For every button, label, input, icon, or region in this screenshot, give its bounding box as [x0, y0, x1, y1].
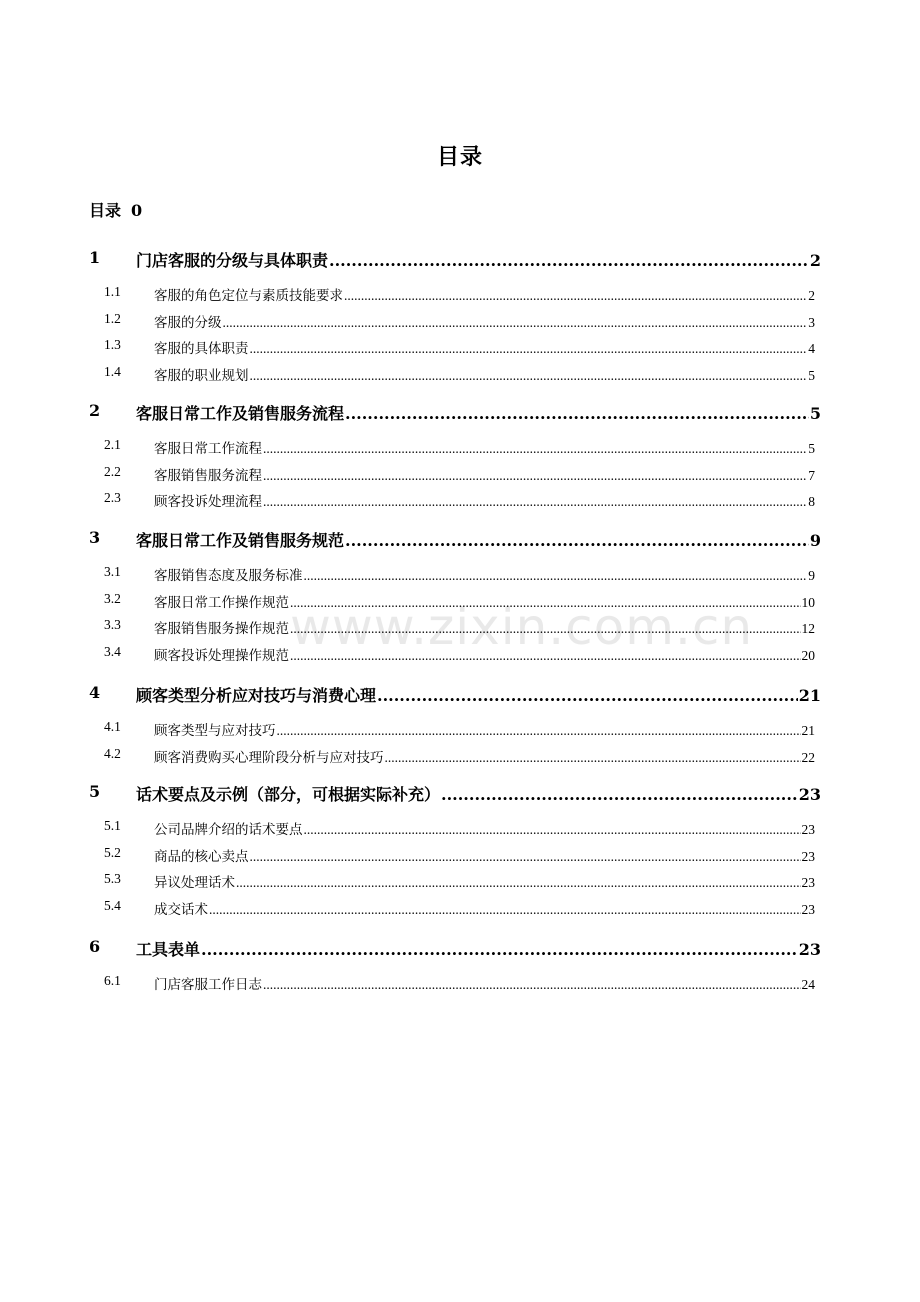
toc-section-number: 1: [89, 248, 101, 267]
toc-subsection-title: 客服销售态度及服务标准: [154, 568, 303, 584]
toc-subsection-page: 8: [808, 494, 815, 509]
toc-heading-label: 目录: [89, 201, 122, 220]
toc-subsection-number: 4.1: [104, 719, 121, 734]
toc-subsection-title: 公司品牌介绍的话术要点: [154, 822, 303, 838]
toc-subsection-number: 5.2: [104, 844, 121, 860]
toc-section-title: 话术要点及示例（部分，可根据实际补充）: [136, 785, 441, 804]
toc-subsection-title: 客服销售服务操作规范: [154, 621, 289, 637]
toc-section-title: 门店客服的分级与具体职责: [136, 251, 329, 270]
toc-subsection-title: 客服的具体职责: [154, 341, 249, 357]
toc-section-number: 3: [89, 528, 101, 547]
dot-leader: [345, 531, 809, 550]
toc-section-page: 5: [809, 404, 821, 423]
toc-subsection-number: 1.1: [104, 284, 121, 299]
dot-leader: [377, 686, 798, 705]
toc-subsection-title: 门店客服工作日志: [154, 977, 262, 993]
toc-section-page: 9: [809, 531, 821, 550]
toc-subsection-title: 顾客消费购买心理阶段分析与应对技巧: [154, 749, 384, 766]
toc-subsection-number: 4.2: [104, 745, 121, 761]
dot-leader: [304, 568, 808, 584]
toc-subsection-title: 顾客投诉处理流程: [154, 494, 262, 510]
toc-heading: [89, 198, 142, 221]
toc-subsection-number: 5.4: [104, 897, 121, 913]
toc-subsection-page: 4: [808, 341, 815, 356]
toc-subsection-number: 2.3: [104, 490, 121, 505]
toc-section-page: 23: [798, 785, 821, 804]
toc-subsection-number: 6.1: [104, 973, 121, 988]
toc-subsection-number: 1.3: [104, 337, 121, 352]
toc-subsection-title: 顾客类型与应对技巧: [154, 723, 276, 739]
dot-leader: [250, 368, 808, 384]
dot-leader: [385, 750, 801, 766]
toc-subsection-title: 商品的核心卖点: [154, 848, 249, 865]
toc-subsection-title: 客服的职业规划: [154, 367, 249, 384]
dot-leader: [290, 648, 801, 664]
toc-subsection-page: 21: [801, 723, 815, 738]
toc-subsection-page: 23: [801, 901, 815, 917]
toc-subsection-number: 2.1: [104, 437, 121, 452]
toc-section-page: 23: [798, 940, 821, 959]
toc-subsection-title: 成交话术: [154, 901, 208, 918]
toc-subsection-number: 3.4: [104, 643, 121, 659]
dot-leader: [263, 468, 807, 484]
watermark: www.zixin.com.cn: [290, 598, 754, 656]
toc-section-title: 工具表单: [136, 940, 201, 959]
toc-subsection-page: 5: [808, 441, 815, 456]
toc-subsection-page: 24: [801, 977, 815, 992]
dot-leader: [250, 341, 808, 357]
toc-subsection-title: 顾客投诉处理操作规范: [154, 647, 289, 664]
toc-subsection-page: 10: [801, 594, 815, 610]
dot-leader: [263, 441, 807, 457]
dot-leader: [223, 315, 808, 331]
toc-subsection-number: 2.2: [104, 463, 121, 479]
dot-leader: [201, 940, 798, 959]
dot-leader: [236, 875, 801, 891]
toc-subsection-page: 5: [808, 367, 815, 383]
toc-subsection-page: 23: [801, 822, 815, 837]
dot-leader: [329, 251, 809, 270]
toc-subsection-page: 20: [801, 647, 815, 663]
toc-subsection-page: 3: [808, 314, 815, 330]
toc-section-number: 2: [89, 401, 101, 420]
dot-leader: [209, 902, 801, 918]
toc-section-title: 客服日常工作及销售服务规范: [136, 531, 345, 550]
toc-subsection-page: 22: [801, 749, 815, 765]
toc-subsection-number: 1.2: [104, 310, 121, 326]
toc-subsection-title: 客服的角色定位与素质技能要求: [154, 288, 343, 304]
toc-heading-page: 0: [131, 201, 143, 220]
toc-section-page: 2: [809, 251, 821, 270]
toc-subsection-title: 客服日常工作操作规范: [154, 594, 289, 611]
dot-leader: [277, 723, 801, 739]
page-title: 目录: [436, 145, 483, 170]
toc-section-title: 顾客类型分析应对技巧与消费心理: [136, 686, 377, 705]
toc-subsection-title: 客服销售服务流程: [154, 467, 262, 484]
toc-section-page: 21: [798, 686, 821, 705]
toc-subsection-number: 3.1: [104, 564, 121, 579]
toc-subsection-page: 9: [808, 568, 815, 583]
dot-leader: [304, 822, 801, 838]
toc-subsection-number: 5.1: [104, 818, 121, 833]
toc-subsection-page: 23: [801, 875, 815, 890]
dot-leader: [250, 849, 801, 865]
toc-subsection-title: 客服日常工作流程: [154, 441, 262, 457]
dot-leader: [263, 494, 807, 510]
toc-subsection-title: 异议处理话术: [154, 875, 235, 891]
toc-subsection-page: 23: [801, 848, 815, 864]
toc-subsection-number: 5.3: [104, 871, 121, 886]
toc-subsection-title: 客服的分级: [154, 314, 222, 331]
toc-section-number: 6: [89, 937, 101, 956]
toc-subsection-number: 1.4: [104, 363, 121, 379]
toc-section-number: 5: [89, 782, 101, 801]
toc-section-number: 4: [89, 683, 101, 702]
dot-leader: [290, 621, 801, 637]
toc-subsection-number: 3.2: [104, 590, 121, 606]
dot-leader: [441, 785, 798, 804]
toc-subsection-page: 7: [808, 467, 815, 483]
dot-leader: [290, 595, 801, 611]
dot-leader: [345, 404, 809, 423]
dot-leader: [263, 977, 801, 993]
toc-subsection-page: 12: [801, 621, 815, 636]
dot-leader: [344, 288, 807, 304]
toc-subsection-page: 2: [808, 288, 815, 303]
toc-subsection-number: 3.3: [104, 617, 121, 632]
toc-section-title: 客服日常工作及销售服务流程: [136, 404, 345, 423]
